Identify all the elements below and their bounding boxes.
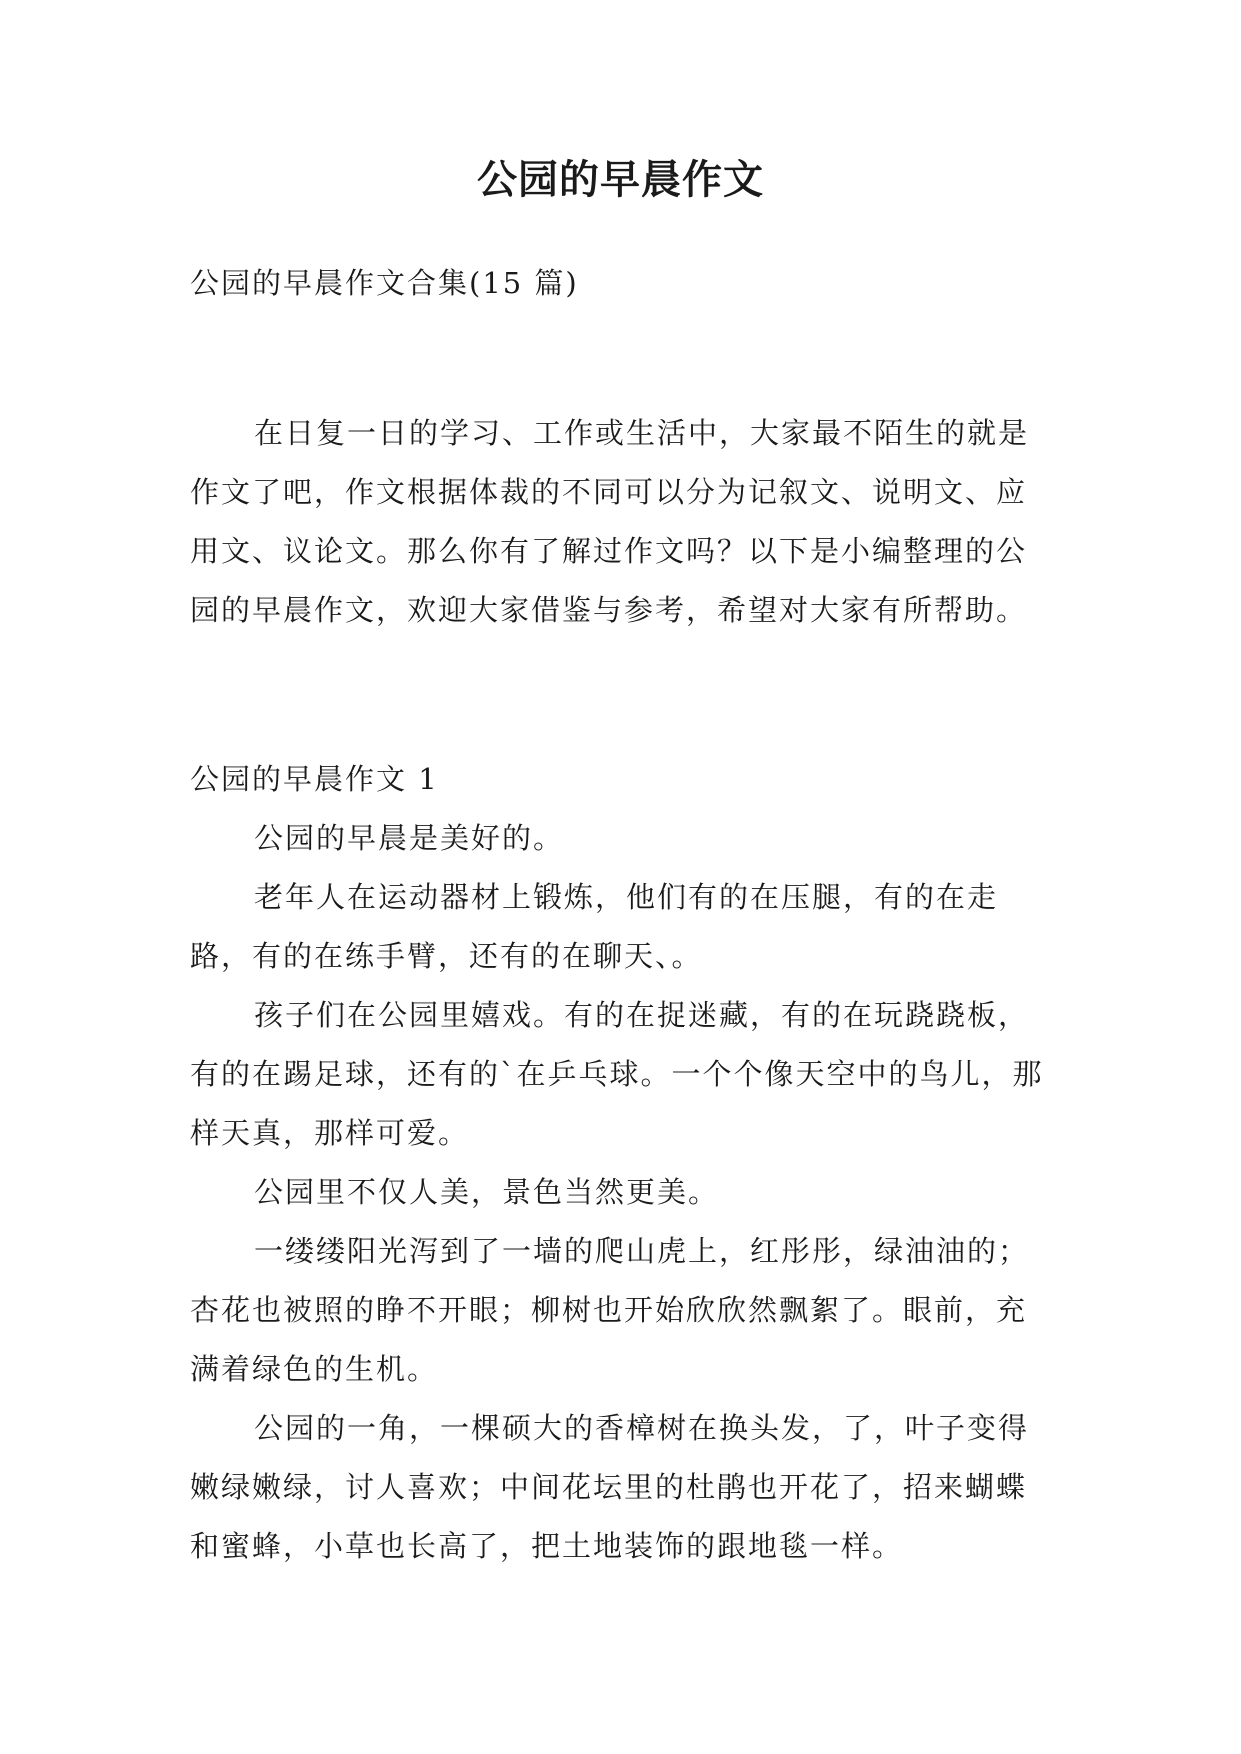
essay-body	[190, 809, 1050, 1576]
body-paragraph: 老年人在运动器材上锻炼，他们有的在压腿，有的在走路，有的在练手臂，还有的在聊天、。	[190, 880, 999, 973]
body-paragraph: 公园的早晨是美好的。	[254, 821, 565, 855]
body-paragraph: 公园里不仅人美，景色当然更美。	[254, 1175, 720, 1209]
document-subtitle: 公园的早晨作文合集(15 篇)	[190, 266, 579, 300]
body-paragraph: 一缕缕阳光泻到了一墙的爬山虎上，红彤彤，绿油油的；杏花也被照的睁不开眼；柳树也开始欣欣然飘絮了。眼前，充满着绿色的生机。	[190, 1234, 1030, 1386]
body-paragraph: 孩子们在公园里嬉戏。有的在捉迷藏，有的在玩跷跷板，有的在踢足球，还有的`在乒乓球。一个个像天空中的鸟儿，那样天真，那样可爱。	[190, 998, 1044, 1150]
document-title: 公园的早晨作文	[477, 157, 764, 203]
intro-paragraph: 在日复一日的学习、工作或生活中，大家最不陌生的就是作文了吧，作文根据体裁的不同可以分为记叙文、说明文、应用文、议论文。那么你有了解过作文吗？以下是小编整理的公园的早晨作文，欢迎大家借鉴与参考，希望对大家有所帮助。	[190, 416, 1030, 627]
body-paragraph: 公园的一角，一棵硕大的香樟树在换头发，了，叶子变得嫩绿嫩绿，讨人喜欢；中间花坛里的杜鹃也开花了，招来蝴蝶和蜜蜂，小草也长高了，把土地装饰的跟地毯一样。	[190, 1411, 1030, 1563]
section-heading: 公园的早晨作文 1	[190, 762, 439, 796]
